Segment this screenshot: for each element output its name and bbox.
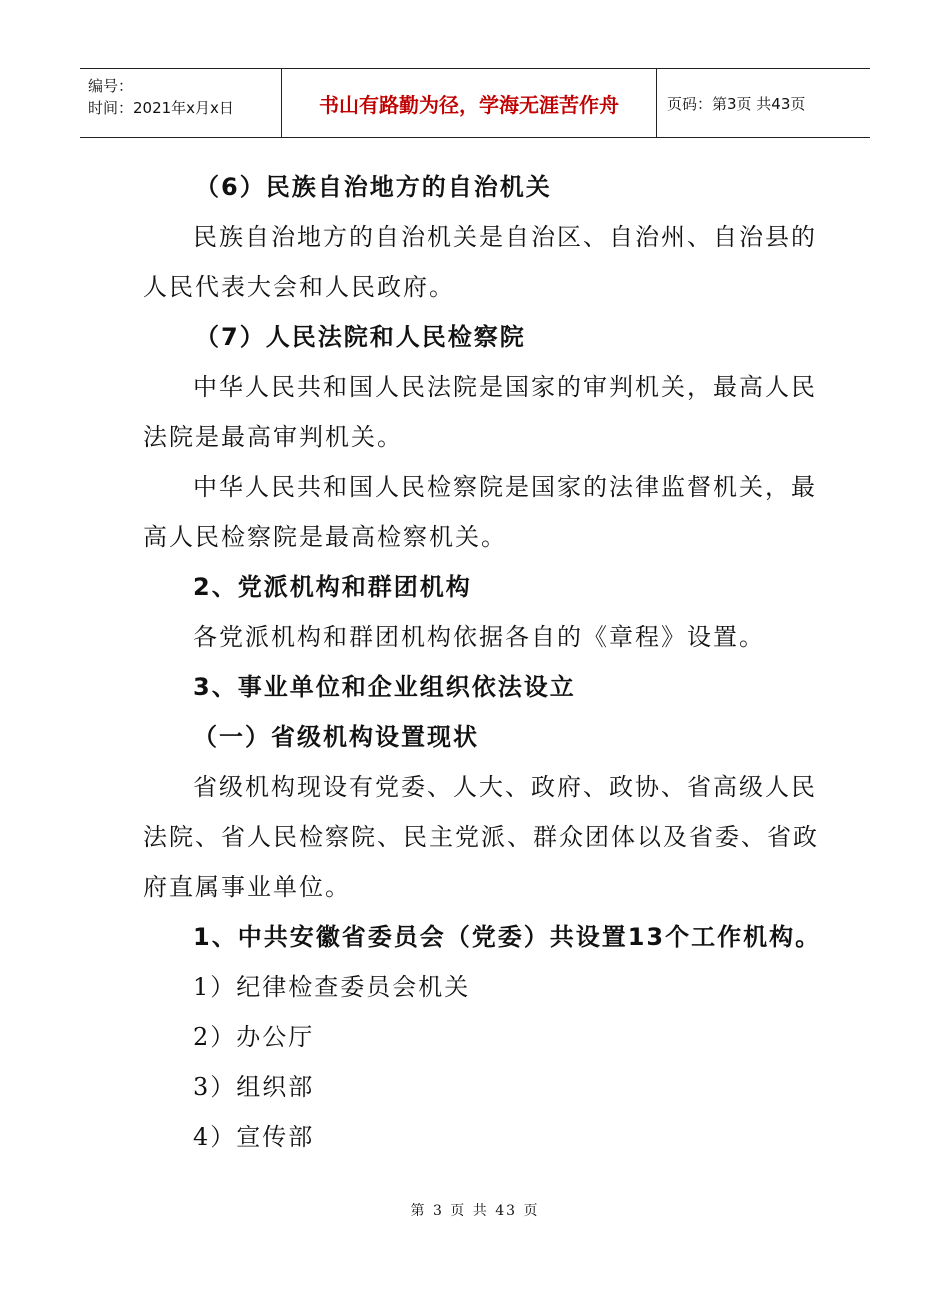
paragraph-line: 人民代表大会和人民政府。 <box>143 273 455 301</box>
header-page-info: 页码：第3页 共43页 <box>667 94 806 113</box>
paragraph-line: 中华人民共和国人民法院是国家的审判机关，最高人民 <box>193 373 817 401</box>
page-footer: 第 3 页 共 43 页 <box>410 1203 540 1219</box>
paragraph-line: 高人民检察院是最高检察机关。 <box>143 523 507 551</box>
section-heading: （7）人民法院和人民检察院 <box>195 323 526 351</box>
paragraph-line: 民族自治地方的自治机关是自治区、自治州、自治县的 <box>193 223 817 251</box>
paragraph-line: 省级机构现设有党委、人大、政府、政协、省高级人民 <box>193 773 817 801</box>
document-date: 时间：2021年x月x日 <box>88 99 234 117</box>
section-heading: （6）民族自治地方的自治机关 <box>195 173 552 201</box>
list-item: 4）宣传部 <box>193 1123 315 1151</box>
document-number-label: 编号： <box>88 77 134 95</box>
page-header <box>80 68 870 138</box>
section-heading: 3、事业单位和企业组织依法设立 <box>193 673 576 701</box>
paragraph-line: 中华人民共和国人民检察院是国家的法律监督机关，最 <box>193 473 817 501</box>
list-item: 2）办公厅 <box>193 1023 315 1051</box>
header-meta <box>80 69 282 137</box>
paragraph-line: 法院是最高审判机关。 <box>143 423 403 451</box>
list-item: 3）组织部 <box>193 1073 315 1101</box>
section-heading: 2、党派机构和群团机构 <box>193 573 472 601</box>
paragraph-line: 府直属事业单位。 <box>143 873 351 901</box>
list-item: 1）纪律检查委员会机关 <box>193 973 471 1001</box>
section-heading: （一）省级机构设置现状 <box>193 723 479 751</box>
header-motto: 书山有路勤为径，学海无涯苦作舟 <box>282 69 657 137</box>
paragraph-line: 各党派机构和群团机构依据各自的《章程》设置。 <box>193 623 765 651</box>
paragraph-line: 法院、省人民检察院、民主党派、群众团体以及省委、省政 <box>143 823 819 851</box>
section-heading: 1、中共安徽省委员会（党委）共设置13个工作机构。 <box>193 923 822 951</box>
